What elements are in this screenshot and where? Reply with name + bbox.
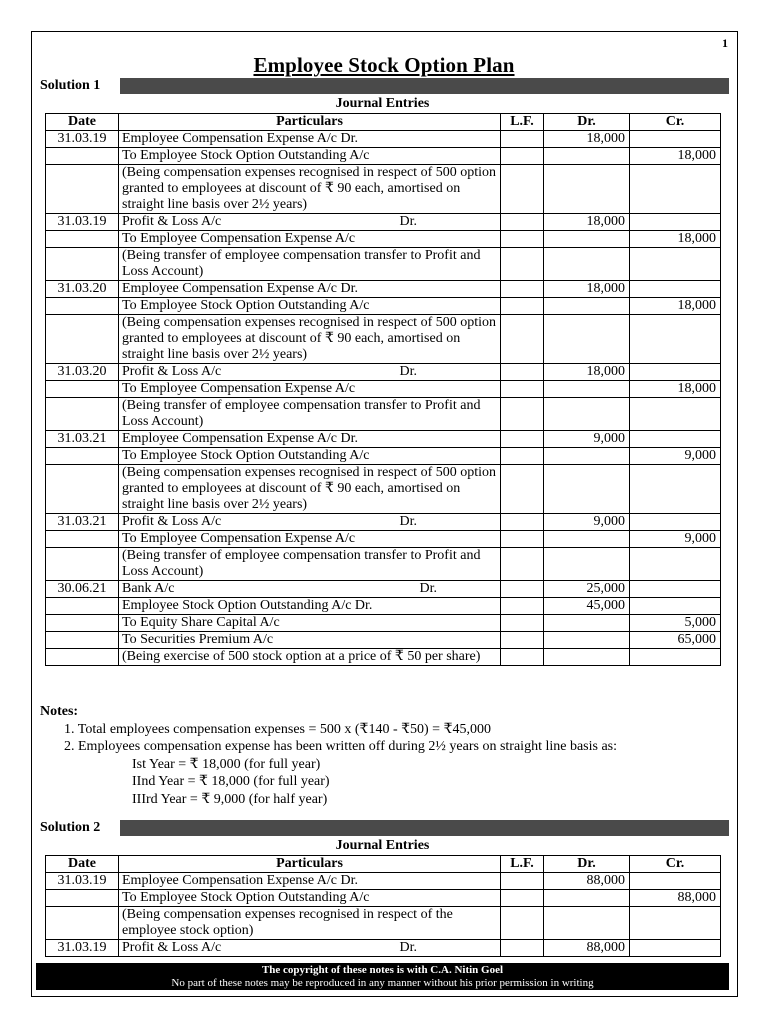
journal-table-2 bbox=[45, 855, 721, 957]
year-line: IIIrd Year = ₹ 9,000 (for half year) bbox=[132, 791, 328, 807]
credit-amount: 65,000 bbox=[630, 632, 721, 649]
debit-account: Profit & Loss A/c bbox=[122, 940, 222, 955]
col-dr: Dr. bbox=[544, 114, 630, 131]
table-row bbox=[46, 315, 721, 364]
dr-mark: Dr. bbox=[419, 581, 437, 596]
debit-account: Employee Stock Option Outstanding A/c Dr. bbox=[119, 598, 501, 615]
credit-account: To Employee Stock Option Outstanding A/c bbox=[119, 148, 501, 165]
debit-account: Employee Compensation Expense A/c Dr. bbox=[119, 431, 501, 448]
solution-2-label: Solution 2 bbox=[40, 820, 101, 835]
credit-account: To Securities Premium A/c bbox=[119, 632, 501, 649]
credit-amount: 18,000 bbox=[630, 381, 721, 398]
year-line: Ist Year = ₹ 18,000 (for full year) bbox=[132, 756, 321, 772]
solution-2-header-bar bbox=[36, 820, 729, 836]
entry-date: 31.03.19 bbox=[46, 214, 119, 231]
debit-amount: 88,000 bbox=[544, 873, 630, 890]
credit-account: To Employee Stock Option Outstanding A/c bbox=[119, 448, 501, 465]
debit-amount: 18,000 bbox=[544, 281, 630, 298]
col-lf: L.F. bbox=[501, 856, 544, 873]
credit-amount: 5,000 bbox=[630, 615, 721, 632]
year-line: IInd Year = ₹ 18,000 (for full year) bbox=[132, 774, 330, 789]
entry-date: 31.03.20 bbox=[46, 281, 119, 298]
credit-account: To Employee Stock Option Outstanding A/c bbox=[119, 298, 501, 315]
col-particulars: Particulars bbox=[119, 856, 501, 873]
debit-amount: 9,000 bbox=[544, 514, 630, 531]
solution-1-header-bar bbox=[36, 78, 729, 94]
table-row bbox=[46, 248, 721, 281]
permission-line: No part of these notes may be reproduced in any manner without his prior permission in writing bbox=[171, 977, 594, 989]
table-row bbox=[46, 148, 721, 165]
table-row bbox=[46, 615, 721, 632]
notes-heading: Notes: bbox=[40, 704, 79, 719]
table-row bbox=[46, 890, 721, 907]
col-date: Date bbox=[46, 114, 119, 131]
debit-amount: 18,000 bbox=[544, 364, 630, 381]
debit-account: Bank A/c bbox=[122, 581, 175, 596]
dr-mark: Dr. bbox=[399, 214, 417, 229]
narration: (Being exercise of 500 stock option at a price of ₹ 50 per share) bbox=[119, 649, 501, 666]
col-date: Date bbox=[46, 856, 119, 873]
table-row bbox=[46, 214, 721, 231]
table-row bbox=[46, 873, 721, 890]
credit-account: To Employee Compensation Expense A/c bbox=[119, 531, 501, 548]
entry-date: 31.03.21 bbox=[46, 431, 119, 448]
narration: (Being transfer of employee compensation transfer to Profit and Loss Account) bbox=[119, 398, 501, 431]
col-cr: Cr. bbox=[630, 114, 721, 131]
debit-account: Employee Compensation Expense A/c Dr. bbox=[119, 281, 501, 298]
table-row bbox=[46, 598, 721, 615]
credit-amount: 18,000 bbox=[630, 148, 721, 165]
debit-amount: 18,000 bbox=[544, 131, 630, 148]
narration: (Being compensation expenses recognised in respect of the employee stock option) bbox=[119, 907, 501, 940]
entry-date: 31.03.19 bbox=[46, 873, 119, 890]
debit-amount: 45,000 bbox=[544, 598, 630, 615]
table-row bbox=[46, 465, 721, 514]
page-number: 1 bbox=[722, 36, 728, 50]
debit-account: Profit & Loss A/c bbox=[122, 214, 222, 229]
credit-amount: 18,000 bbox=[630, 298, 721, 315]
col-dr: Dr. bbox=[544, 856, 630, 873]
journal-entries-heading-1: Journal Entries bbox=[335, 96, 430, 111]
note-1: 1. Total employees compensation expenses = 500 x (₹140 - ₹50) = ₹45,000 bbox=[64, 721, 491, 737]
page-title: Employee Stock Option Plan bbox=[253, 53, 515, 77]
table-row bbox=[46, 431, 721, 448]
col-cr: Cr. bbox=[630, 856, 721, 873]
table-row bbox=[46, 165, 721, 214]
col-lf: L.F. bbox=[501, 114, 544, 131]
table-row bbox=[46, 298, 721, 315]
narration: (Being transfer of employee compensation transfer to Profit and Loss Account) bbox=[119, 248, 501, 281]
note-2: 2. Employees compensation expense has been written off during 2½ years on straight line basis as: bbox=[64, 739, 617, 754]
credit-amount: 9,000 bbox=[630, 448, 721, 465]
debit-amount: 88,000 bbox=[544, 940, 630, 957]
table-row bbox=[46, 514, 721, 531]
credit-account: To Employee Stock Option Outstanding A/c bbox=[119, 890, 501, 907]
debit-amount: 18,000 bbox=[544, 214, 630, 231]
table-header-row bbox=[46, 114, 721, 131]
debit-amount: 9,000 bbox=[544, 431, 630, 448]
table-row bbox=[46, 231, 721, 248]
debit-account: Profit & Loss A/c bbox=[122, 514, 222, 529]
table-row bbox=[46, 281, 721, 298]
table-header-row bbox=[46, 856, 721, 873]
dr-mark: Dr. bbox=[399, 364, 417, 379]
credit-amount: 18,000 bbox=[630, 231, 721, 248]
table-row bbox=[46, 448, 721, 465]
debit-account: Employee Compensation Expense A/c Dr. bbox=[119, 131, 501, 148]
entry-date: 30.06.21 bbox=[46, 581, 119, 598]
credit-account: To Equity Share Capital A/c bbox=[119, 615, 501, 632]
table-row bbox=[46, 131, 721, 148]
table-row bbox=[46, 381, 721, 398]
dr-mark: Dr. bbox=[399, 514, 417, 529]
table-row bbox=[46, 398, 721, 431]
table-row bbox=[46, 907, 721, 940]
narration: (Being transfer of employee compensation transfer to Profit and Loss Account) bbox=[119, 548, 501, 581]
copyright-line: The copyright of these notes is with C.A. Nitin Goel bbox=[261, 964, 504, 976]
debit-account: Profit & Loss A/c bbox=[122, 364, 222, 379]
table-row bbox=[46, 649, 721, 666]
table-row bbox=[46, 364, 721, 381]
col-particulars: Particulars bbox=[119, 114, 501, 131]
narration: (Being compensation expenses recognised in respect of 500 option granted to employees at discount of ₹ 90 each, amortised on straight line basis over 2½ years) bbox=[119, 315, 501, 364]
solution-1-label: Solution 1 bbox=[40, 78, 101, 93]
table-row bbox=[46, 531, 721, 548]
entry-date: 31.03.20 bbox=[46, 364, 119, 381]
table-row bbox=[46, 581, 721, 598]
entry-date: 31.03.19 bbox=[46, 131, 119, 148]
credit-account: To Employee Compensation Expense A/c bbox=[119, 231, 501, 248]
table-row bbox=[46, 940, 721, 957]
narration: (Being compensation expenses recognised in respect of 500 option granted to employees at discount of ₹ 90 each, amortised on straight line basis over 2½ years) bbox=[119, 465, 501, 514]
entry-date: 31.03.21 bbox=[46, 514, 119, 531]
debit-account: Employee Compensation Expense A/c Dr. bbox=[119, 873, 501, 890]
credit-amount: 9,000 bbox=[630, 531, 721, 548]
journal-table-1 bbox=[45, 113, 721, 666]
copyright-footer bbox=[36, 963, 729, 990]
credit-account: To Employee Compensation Expense A/c bbox=[119, 381, 501, 398]
narration: (Being compensation expenses recognised in respect of 500 option granted to employees at discount of ₹ 90 each, amortised on straight line basis over 2½ years) bbox=[119, 165, 501, 214]
notes-section bbox=[40, 703, 730, 808]
table-row bbox=[46, 548, 721, 581]
dr-mark: Dr. bbox=[399, 940, 417, 955]
table-row bbox=[46, 632, 721, 649]
credit-amount: 88,000 bbox=[630, 890, 721, 907]
journal-entries-heading-2: Journal Entries bbox=[335, 838, 430, 853]
entry-date: 31.03.19 bbox=[46, 940, 119, 957]
debit-amount: 25,000 bbox=[544, 581, 630, 598]
